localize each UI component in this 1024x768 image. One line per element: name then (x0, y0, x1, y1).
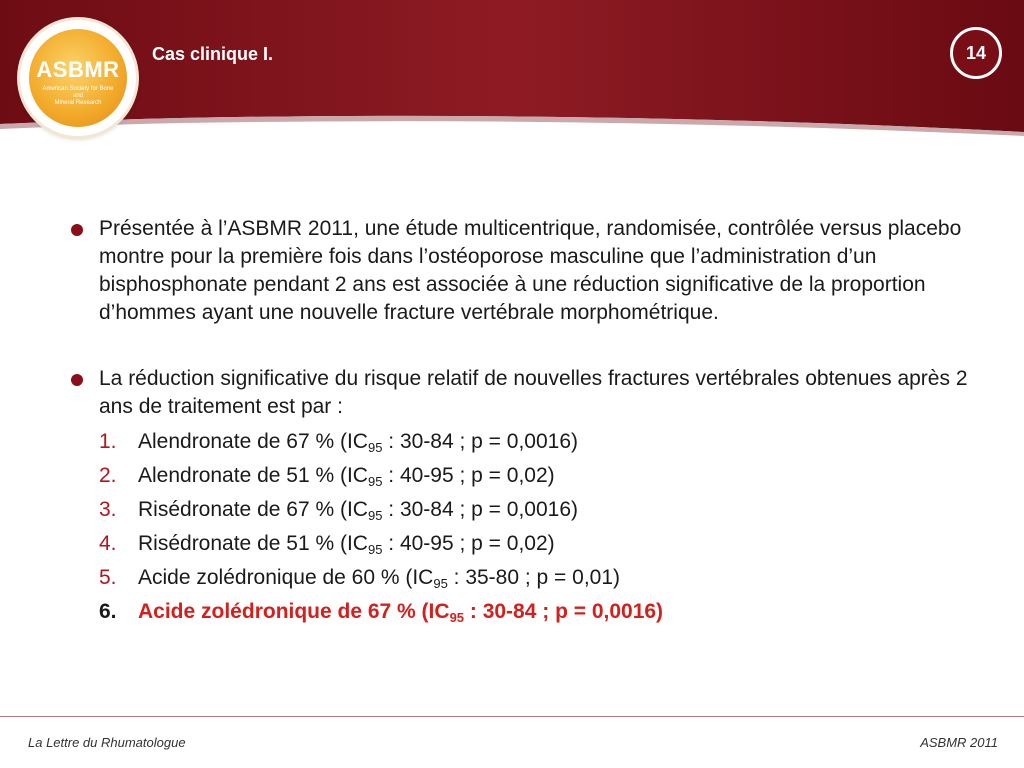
option-text: Risédronate de 51 % (IC (138, 532, 368, 555)
option-subscript: 95 (367, 440, 383, 455)
option-number: 6. (99, 600, 117, 623)
logo-subtitle (37, 86, 119, 107)
slide-content (70, 215, 970, 629)
option-text-end: : 40-95 ; p = 0,02) (382, 532, 555, 555)
answer-option-5 (99, 561, 970, 595)
option-text: Acide zolédronique de 60 % (IC (138, 566, 434, 589)
option-number: 1. (99, 430, 117, 453)
option-text-end: : 30-84 ; p = 0,0016) (382, 430, 579, 453)
footer-divider (0, 716, 1024, 717)
option-number: 3. (99, 498, 117, 521)
answer-option-3 (99, 493, 970, 527)
option-text: Risédronate de 67 % (IC (138, 498, 368, 521)
answer-option-4 (99, 527, 970, 561)
option-text: Alendronate de 67 % (IC (138, 430, 368, 453)
option-text-end: : 30-84 ; p = 0,0016) (382, 498, 578, 521)
slide-title: Cas clinique I. (152, 44, 274, 64)
bullet-question (70, 365, 970, 629)
option-number: 5. (99, 566, 117, 589)
option-subscript: 95 (367, 508, 383, 523)
asbmr-logo (20, 20, 136, 136)
logo-wordmark: ASBMR (36, 57, 120, 82)
logo-subtitle-line: American Society for Bone (42, 86, 114, 92)
option-text: Acide zolédronique de 67 % (IC (138, 600, 450, 623)
option-subscript: 95 (449, 610, 465, 625)
answer-option-1 (99, 425, 970, 459)
option-text-end: : 40-95 ; p = 0,02) (382, 464, 555, 487)
answer-option-6-correct (99, 595, 970, 629)
bullet-dot-icon (71, 224, 83, 236)
answer-options-list (99, 425, 970, 629)
bullet-dot-icon (71, 374, 83, 386)
footer-source: La Lettre du Rhumatologue (28, 735, 186, 750)
option-subscript: 95 (433, 576, 448, 591)
bullet-study-summary (70, 215, 970, 327)
page-number-badge: 14 (950, 27, 1002, 79)
option-number: 2. (99, 464, 117, 487)
bullet-text: Présentée à l’ASBMR 2011, une étude multicentrique, randomisée, contrôlée versus placebo montre pour la première fois dans l’ostéoporose masculine que l’administration d’un bisphosphonate pendant 2 ans est associée à une réduction significative de la proportion d’hommes ayant une nouvelle fracture vertébrale morphométrique. (99, 217, 962, 324)
option-subscript: 95 (367, 542, 383, 557)
answer-option-2 (99, 459, 970, 493)
logo-subtitle-line: Mineral Research (54, 100, 102, 106)
option-text-end: : 35-80 ; p = 0,01) (447, 566, 621, 589)
footer-event: ASBMR 2011 (920, 735, 998, 750)
banner-shape (0, 0, 1024, 142)
option-text-end: : 30-84 ; p = 0,0016) (464, 600, 664, 623)
bullet-text: La réduction significative du risque relatif de nouvelles fractures vertébrales obtenues après 2 ans de traitement est par : (99, 367, 968, 418)
header-banner (0, 0, 1024, 142)
option-subscript: 95 (367, 474, 383, 489)
logo-subtitle-line: and (72, 93, 83, 99)
option-number: 4. (99, 532, 117, 555)
option-text: Alendronate de 51 % (IC (138, 464, 368, 487)
